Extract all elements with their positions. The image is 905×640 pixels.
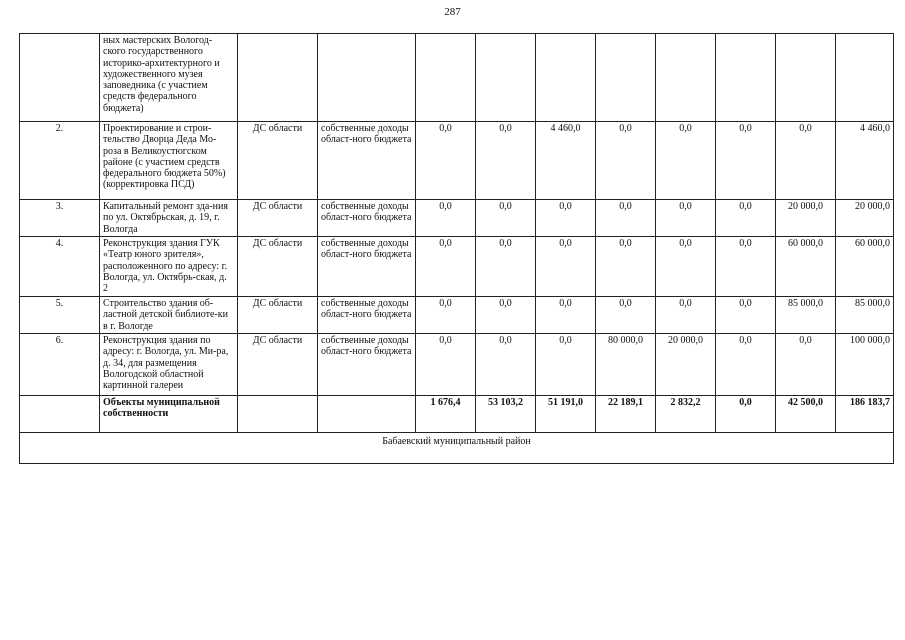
value-cell: 0,0 xyxy=(596,200,656,237)
value-cell: 0,0 xyxy=(656,200,716,237)
value-cell: 0,0 xyxy=(536,237,596,297)
row-number: 4. xyxy=(20,237,100,297)
value-cell: 0,0 xyxy=(716,334,776,396)
funding-source: собственные доходы област-ного бюджета xyxy=(318,122,416,200)
total-cell: 4 460,0 xyxy=(836,122,894,200)
object-name: ных мастерских Вологод-ского государственного историко-архитектурного и художественного музея заповедника (с участием средств федерального бюджета) xyxy=(100,34,238,122)
value-cell: 0,0 xyxy=(656,237,716,297)
total-cell xyxy=(836,34,894,122)
value-cell: 0,0 xyxy=(596,297,656,334)
budget-table xyxy=(19,33,894,464)
value-cell: 0,0 xyxy=(656,122,716,200)
value-cell: 0,0 xyxy=(596,122,656,200)
total-cell: 60 000,0 xyxy=(836,237,894,297)
total-cell: 20 000,0 xyxy=(836,200,894,237)
value-cell: 0,0 xyxy=(476,122,536,200)
value-cell: 0,0 xyxy=(596,237,656,297)
table-row xyxy=(20,237,894,297)
total-value-cell: 1 676,4 xyxy=(416,396,476,433)
funding-source xyxy=(318,34,416,122)
customer: ДС области xyxy=(238,200,318,237)
value-cell: 0,0 xyxy=(656,297,716,334)
table-row xyxy=(20,200,894,237)
value-cell: 0,0 xyxy=(716,122,776,200)
value-cell: 0,0 xyxy=(416,122,476,200)
row-number: 5. xyxy=(20,297,100,334)
value-cell: 0,0 xyxy=(716,297,776,334)
value-cell: 0,0 xyxy=(416,334,476,396)
value-cell: 0,0 xyxy=(476,334,536,396)
value-cell: 20 000,0 xyxy=(656,334,716,396)
district-row xyxy=(20,433,894,464)
total-value-cell: 0,0 xyxy=(716,396,776,433)
value-cell: 0,0 xyxy=(476,297,536,334)
value-cell: 0,0 xyxy=(536,297,596,334)
total-row xyxy=(20,396,894,433)
table-row xyxy=(20,122,894,200)
customer: ДС области xyxy=(238,334,318,396)
value-cell: 80 000,0 xyxy=(596,334,656,396)
funding-source: собственные доходы област-ного бюджета xyxy=(318,237,416,297)
total-value-cell: 2 832,2 xyxy=(656,396,716,433)
value-cell xyxy=(596,34,656,122)
total-value-cell: 53 103,2 xyxy=(476,396,536,433)
district-heading: Бабаевский муниципальный район xyxy=(20,433,894,464)
total-cell: 85 000,0 xyxy=(836,297,894,334)
total-value-cell: 51 191,0 xyxy=(536,396,596,433)
total-customer xyxy=(238,396,318,433)
funding-source: собственные доходы област-ного бюджета xyxy=(318,200,416,237)
object-name: Капитальный ремонт зда-ния по ул. Октябрьская, д. 19, г. Вологда xyxy=(100,200,238,237)
table-row xyxy=(20,297,894,334)
value-cell xyxy=(716,34,776,122)
value-cell xyxy=(536,34,596,122)
row-number: 3. xyxy=(20,200,100,237)
customer xyxy=(238,34,318,122)
value-cell xyxy=(416,34,476,122)
value-cell: 0,0 xyxy=(536,334,596,396)
value-cell: 0,0 xyxy=(776,122,836,200)
row-number: 6. xyxy=(20,334,100,396)
grand-total-cell: 186 183,7 xyxy=(836,396,894,433)
total-value-cell: 42 500,0 xyxy=(776,396,836,433)
customer: ДС области xyxy=(238,297,318,334)
value-cell: 0,0 xyxy=(776,334,836,396)
value-cell xyxy=(776,34,836,122)
value-cell xyxy=(476,34,536,122)
funding-source: собственные доходы област-ного бюджета xyxy=(318,334,416,396)
value-cell: 60 000,0 xyxy=(776,237,836,297)
value-cell: 0,0 xyxy=(416,297,476,334)
value-cell: 0,0 xyxy=(416,237,476,297)
value-cell: 0,0 xyxy=(716,200,776,237)
value-cell: 0,0 xyxy=(716,237,776,297)
object-name: Проектирование и строи-тельство Дворца Деда Мо-роза в Великоустюгском районе (с участием средств федерального бюджета 50%) (корректировка ПСД) xyxy=(100,122,238,200)
table-row xyxy=(20,34,894,122)
object-name: Реконструкция здания по адресу: г. Вологда, ул. Ми-ра, д. 34, для размещения Вологодской областной картинной галереи xyxy=(100,334,238,396)
total-source xyxy=(318,396,416,433)
value-cell: 0,0 xyxy=(416,200,476,237)
customer: ДС области xyxy=(238,237,318,297)
value-cell: 4 460,0 xyxy=(536,122,596,200)
total-value-cell: 22 189,1 xyxy=(596,396,656,433)
table-row xyxy=(20,334,894,396)
value-cell: 0,0 xyxy=(476,237,536,297)
funding-source: собственные доходы област-ного бюджета xyxy=(318,297,416,334)
object-name: Строительство здания об-ластной детской библиоте-ки в г. Вологде xyxy=(100,297,238,334)
object-name: Реконструкция здания ГУК «Театр юного зрителя», расположенного по адресу: г. Вологда, ул. Октябрь-ская, д. 2 xyxy=(100,237,238,297)
value-cell: 85 000,0 xyxy=(776,297,836,334)
total-cell: 100 000,0 xyxy=(836,334,894,396)
value-cell xyxy=(656,34,716,122)
value-cell: 0,0 xyxy=(536,200,596,237)
total-label: Объекты муниципальной собственности xyxy=(100,396,238,433)
value-cell: 20 000,0 xyxy=(776,200,836,237)
customer: ДС области xyxy=(238,122,318,200)
row-number xyxy=(20,34,100,122)
total-row-number xyxy=(20,396,100,433)
page-number: 287 xyxy=(444,6,461,18)
row-number: 2. xyxy=(20,122,100,200)
value-cell: 0,0 xyxy=(476,200,536,237)
